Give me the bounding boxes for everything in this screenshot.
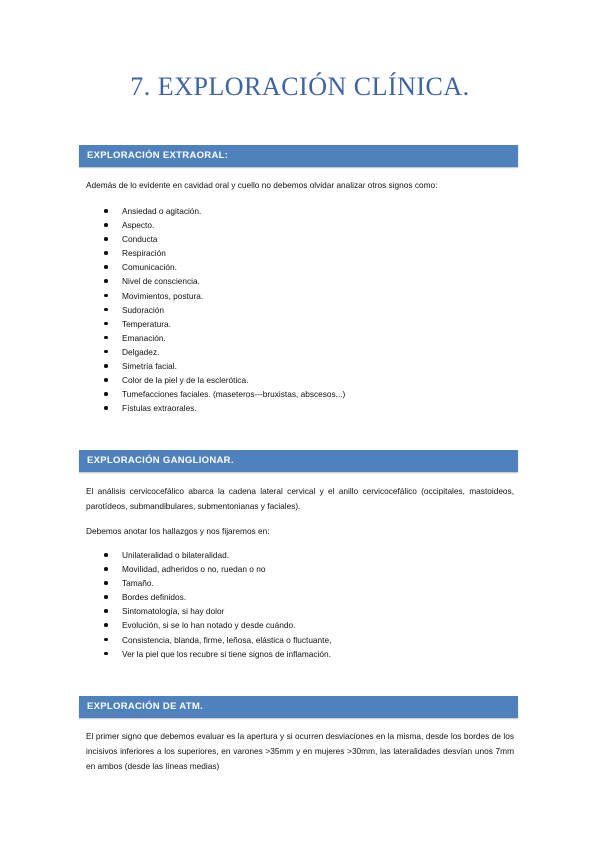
bullet-icon — [104, 223, 108, 227]
list-item — [104, 359, 345, 373]
atm-paragraph-1: El primer signo que debemos evaluar es la apertura y si ocurren desviaciones en la misma, desde los bordes de los incisivos inferiores a los superiores, en varones >35mm y en mujeres >30mm, las lateralidades desvían unos 7mm en ambos (desde las líneas medias) — [86, 731, 514, 771]
list-item-text: Ver la piel que los recubre si tiene signos de inflamación. — [122, 648, 331, 659]
bullet-icon — [104, 392, 108, 396]
bullet-icon — [104, 251, 108, 255]
bullet-icon — [104, 308, 108, 312]
list-item — [104, 260, 345, 274]
list-item — [104, 647, 331, 661]
bullet-icon — [104, 265, 108, 269]
bullet-icon — [104, 609, 108, 613]
ganglionar-paragraph-1: El análisis cervicocefálico abarca la cadena lateral cervical y el anillo cervicocefálico (occipitales, mastoideos, parotídeos, submandibulares, submentonianas y faciales). — [86, 486, 514, 511]
bullet-icon — [104, 567, 108, 571]
list-item — [104, 303, 345, 317]
list-item — [104, 317, 345, 331]
list-item-text: Tumefacciones faciales. (maseteros---bruxistas, abscesos...) — [122, 389, 346, 400]
bullet-icon — [104, 322, 108, 326]
list-item — [104, 604, 331, 618]
bullet-icon — [104, 279, 108, 283]
list-item-text: Respiración — [122, 248, 166, 259]
bullet-icon — [104, 364, 108, 368]
list-item — [104, 387, 345, 401]
extraoral-signs-list — [104, 204, 345, 415]
bullet-icon — [104, 237, 108, 241]
list-item — [104, 562, 331, 576]
list-item-text: Nivel de consciencia. — [122, 276, 200, 287]
extraoral-intro: Además de lo evidente en cavidad oral y cuello no debemos olvidar analizar otros signos como: — [86, 180, 438, 190]
list-item — [104, 618, 331, 632]
bullet-icon — [104, 638, 108, 642]
list-item — [104, 576, 331, 590]
list-item-text: Evolución, si se lo han notado y desde cuándo. — [122, 620, 296, 631]
bullet-icon — [104, 350, 108, 354]
list-item-text: Temperatura. — [122, 318, 171, 329]
list-item-text: Conducta — [122, 234, 158, 245]
list-item — [104, 232, 345, 246]
list-item-text: Comunicación. — [122, 262, 177, 273]
list-item-text: Color de la piel y de la esclerótica. — [122, 375, 249, 386]
list-item — [104, 373, 345, 387]
bullet-icon — [104, 553, 108, 557]
section-header-atm: EXPLORACIÓN DE ATM. — [79, 696, 518, 718]
list-item-text: Consistencia, blanda, firme, leñosa, elástica o fluctuante, — [122, 634, 332, 645]
list-item — [104, 548, 331, 562]
list-item — [104, 345, 345, 359]
bullet-icon — [104, 406, 108, 410]
list-item-text: Delgadez. — [122, 346, 160, 357]
list-item-text: Movilidad, adheridos o no, ruedan o no — [122, 564, 266, 575]
list-item-text: Ansiedad o agitación. — [122, 206, 202, 216]
bullet-icon — [104, 595, 108, 599]
bullet-icon — [104, 623, 108, 627]
list-item-text: Sintomatología, si hay dolor — [122, 606, 225, 617]
list-item-text: Movimientos, postura. — [122, 290, 204, 301]
list-item-text: Simetría facial. — [122, 361, 177, 372]
list-item-text: Sudoración — [122, 304, 164, 315]
list-item — [104, 331, 345, 345]
list-item — [104, 401, 345, 415]
list-item — [104, 289, 345, 303]
list-item — [104, 246, 345, 260]
list-item — [104, 590, 331, 604]
section-header-extraoral: EXPLORACIÓN EXTRAORAL: — [79, 145, 518, 167]
list-item-text: Unilateralidad o bilateralidad. — [122, 550, 230, 560]
bullet-icon — [104, 652, 108, 656]
bullet-icon — [104, 336, 108, 340]
list-item-text: Fístulas extraorales. — [122, 403, 197, 414]
bullet-icon — [104, 581, 108, 585]
list-item-text: Bordes definidos. — [122, 592, 187, 603]
list-item — [104, 204, 345, 218]
ganglionar-paragraph-2: Debemos anotar los hallazgos y nos fijaremos en: — [86, 526, 270, 536]
bullet-icon — [104, 209, 108, 213]
list-item-text: Aspecto. — [122, 220, 155, 231]
section-header-ganglionar: EXPLORACIÓN GANGLIONAR. — [79, 450, 518, 472]
list-item — [104, 633, 331, 647]
bullet-icon — [104, 294, 108, 298]
page-title: 7. EXPLORACIÓN CLÍNICA. — [130, 72, 470, 101]
list-item-text: Tamaño. — [122, 578, 154, 589]
bullet-icon — [104, 378, 108, 382]
list-item-text: Emanación. — [122, 332, 166, 343]
ganglionar-findings-list — [104, 548, 331, 661]
list-item — [104, 218, 345, 232]
list-item — [104, 274, 345, 288]
